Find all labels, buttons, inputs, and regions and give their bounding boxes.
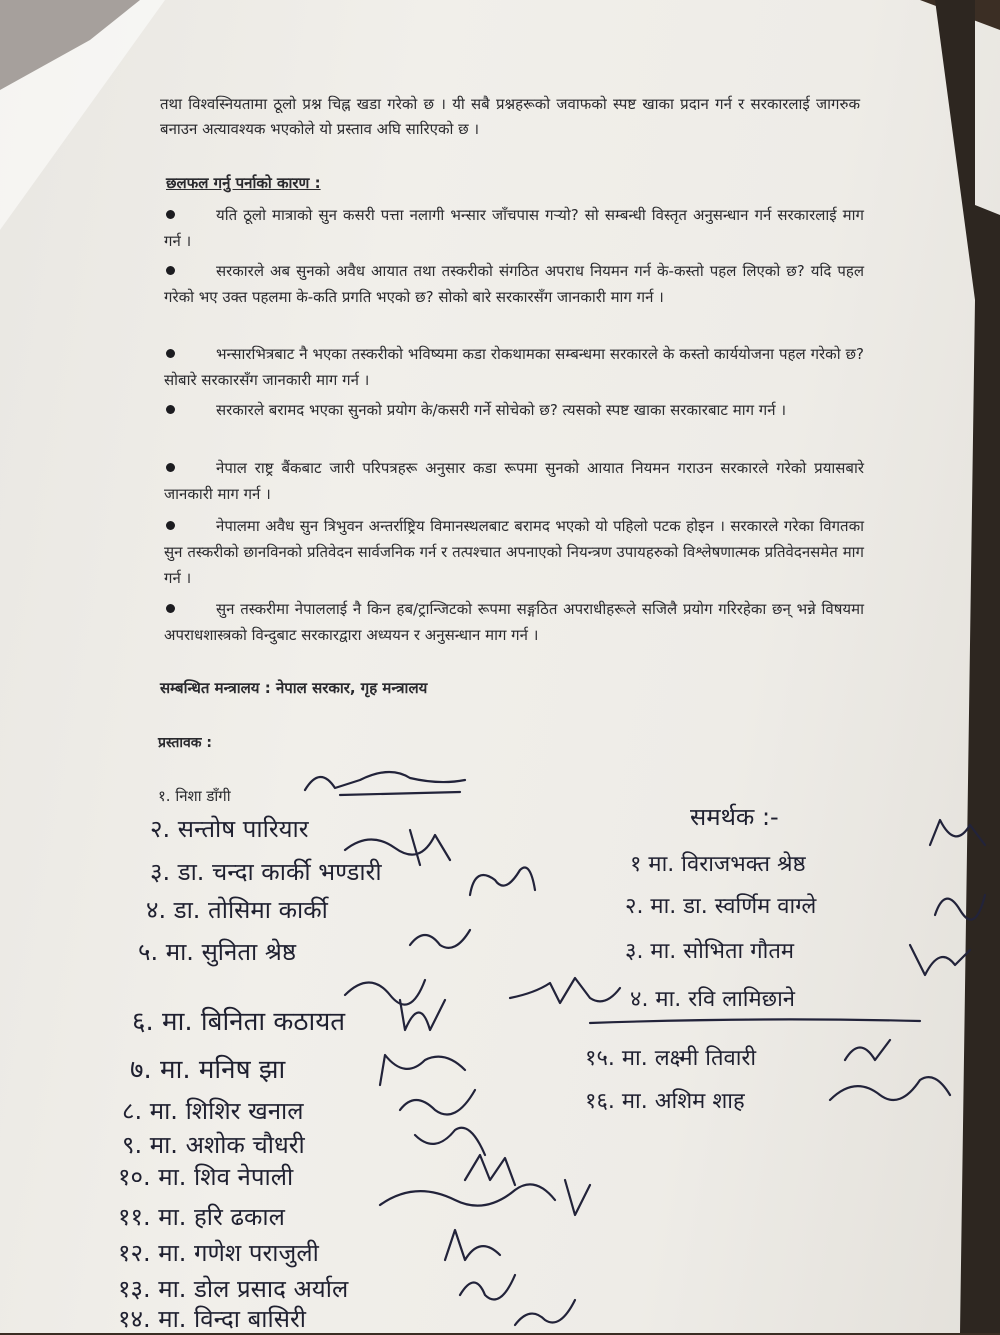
signature-s1 (925, 815, 995, 860)
signature-12 (440, 1225, 510, 1270)
proposer-5: ५. मा. सुनिता श्रेष्ठ (138, 938, 296, 966)
proposer-9: ९. मा. अशोक चौधरी (122, 1131, 305, 1159)
proposer-label: प्रस्तावक : (158, 735, 213, 751)
proposer-14: १४. मा. विन्दा बासिरी (118, 1305, 307, 1333)
signature-11 (375, 1170, 605, 1225)
supporters-divider (590, 1015, 930, 1029)
signature-3 (465, 855, 545, 910)
proposer-7: ७. मा. मनिष झा (130, 1055, 286, 1085)
supporter-3: ३. मा. सोभिता गौतम (625, 939, 795, 964)
proposer-10: १०. मा. शिव नेपाली (118, 1163, 294, 1191)
intro-block (160, 92, 860, 142)
bullet-dot (166, 266, 175, 275)
signature-s4 (505, 968, 625, 1018)
supporter-1: १ मा. विराजभक्त श्रेष्ठ (630, 852, 806, 877)
proposer-11: ११. मा. हरि ढकाल (118, 1203, 285, 1231)
bullet-dot (166, 210, 175, 219)
proposer-3: ३. डा. चन्दा कार्की भण्डारी (150, 858, 382, 886)
bullet-text: सरकारले बरामद भएका सुनको प्रयोग के/कसरी गर्ने सोचेको छ? त्यसको स्पष्ट खाका सरकारबाट माग गर्न । (216, 401, 787, 419)
bullet-item-4 (164, 397, 864, 423)
supporter-16: १६. मा. अशिम शाह (585, 1089, 745, 1114)
bullet-item-3 (164, 341, 864, 393)
bullet-dot (166, 604, 175, 613)
bullet-text: नेपालमा अवैध सुन त्रिभुवन अन्तर्राष्ट्रिय विमानस्थलबाट बरामद भएको यो पहिलो पटक होइन । सरकारले गरेका विगतका सुन तस्करीको छानविनको प्रतिवेदन सार्वजनिक गर्न र तत्पश्चात अपनाएको नियन्त्रण उपायहरुको विश्लेषणात्मक प्रतिवेदनसमेत माग गर्न । (164, 517, 864, 587)
proposer-4: ४. डा. तोसिमा कार्की (146, 896, 328, 924)
signature-s2 (930, 880, 990, 925)
proposer-12: १२. मा. गणेश पराजुली (118, 1239, 319, 1267)
bullet-text: सरकारले अब सुनको अवैध आयात तथा तस्करीको संगठित अपराध नियमन गर्न के-कस्तो पहल लिएको छ? यदि पहल गरेको भए उक्त पहलमा के-कति प्रगति भएको छ? सोको बारे सरकारसँग जानकारी माग गर्न । (164, 262, 864, 306)
bullet-item-1 (164, 202, 864, 254)
signature-14 (510, 1295, 580, 1333)
intro-paragraph: तथा विश्वस्नियतामा ठूलो प्रश्न चिह्न खडा गरेको छ । यी सबै प्रश्नहरूको जवाफको स्पष्ट खाका प्रदान गर्न र सरकारलाई जागरुक बनाउन अत्यावश्यक भएकोले यो प्रस्ताव अघि सारिएको छ । (160, 95, 860, 138)
proposer-2: २. सन्तोष पारियार (150, 815, 309, 843)
bullet-text: भन्सारभित्रबाट नै भएका तस्करीको भविष्यमा कडा रोकथामका सम्बन्धमा सरकारले के कस्तो कार्ययोजना पहल गरेको छ? सोबारे सरकारसँग जानकारी माग गर्न । (164, 345, 864, 389)
signature-s15 (840, 1030, 900, 1070)
supporter-2: २. मा. डा. स्वर्णिम वाग्ले (625, 894, 817, 919)
bullet-text: सुन तस्करीमा नेपाललाई नै किन हब/ट्रान्जिटको रूपमा सङ्गठित अपराधीहरूले सजिलै प्रयोग गरिरहेका छन् भन्ने विषयमा अपराधशास्त्रको विन्दुबाट सरकारद्वारा अध्ययन र अनुसन्धान माग गर्न । (164, 600, 864, 644)
signature-s3 (905, 935, 975, 980)
ministry-line: सम्बन्धित मन्त्रालय : नेपाल सरकार, गृह मन्त्रालय (160, 679, 428, 697)
bullet-dot (166, 463, 175, 472)
bullet-item-5 (164, 455, 864, 507)
bullet-dot (166, 521, 175, 530)
signature-1 (300, 760, 470, 805)
section-heading: छलफल गर्नु पर्नाको कारण : (166, 174, 321, 192)
bullet-item-7 (164, 596, 864, 648)
proposer-6: ६. मा. बिनिता कठायत (132, 1007, 346, 1037)
bullet-dot (166, 349, 175, 358)
signature-2 (340, 820, 460, 870)
supporter-15: १५. मा. लक्ष्मी तिवारी (585, 1046, 757, 1071)
signature-s16 (825, 1065, 955, 1115)
proposer-8: ८. मा. शिशिर खनाल (122, 1097, 304, 1125)
bullet-text: नेपाल राष्ट्र बैंकबाट जारी परिपत्रहरू अनुसार कडा रूपमा सुनको आयात नियमन गराउन सरकारले गरेको प्रयासबारे जानकारी माग गर्न । (164, 459, 864, 503)
bullet-item-2 (164, 258, 864, 310)
bullet-item-6 (164, 513, 864, 591)
bullet-text: यति ठूलो मात्राको सुन कसरी पत्ता नलागी भन्सार जाँचपास गर्‍यो? सो सम्बन्धी विस्तृत अनुसन्धान गर्न सरकारलाई माग गर्न । (164, 206, 864, 250)
signature-4 (405, 920, 475, 960)
proposer-1: १. निशा डाँगी (158, 787, 231, 805)
signature-6 (395, 990, 455, 1040)
bullet-dot (166, 405, 175, 414)
proposer-13: १३. मा. डोल प्रसाद अर्याल (118, 1275, 349, 1303)
supporter-label: समर्थक :- (690, 803, 779, 831)
supporter-4: ४. मा. रवि लामिछाने (630, 987, 795, 1012)
